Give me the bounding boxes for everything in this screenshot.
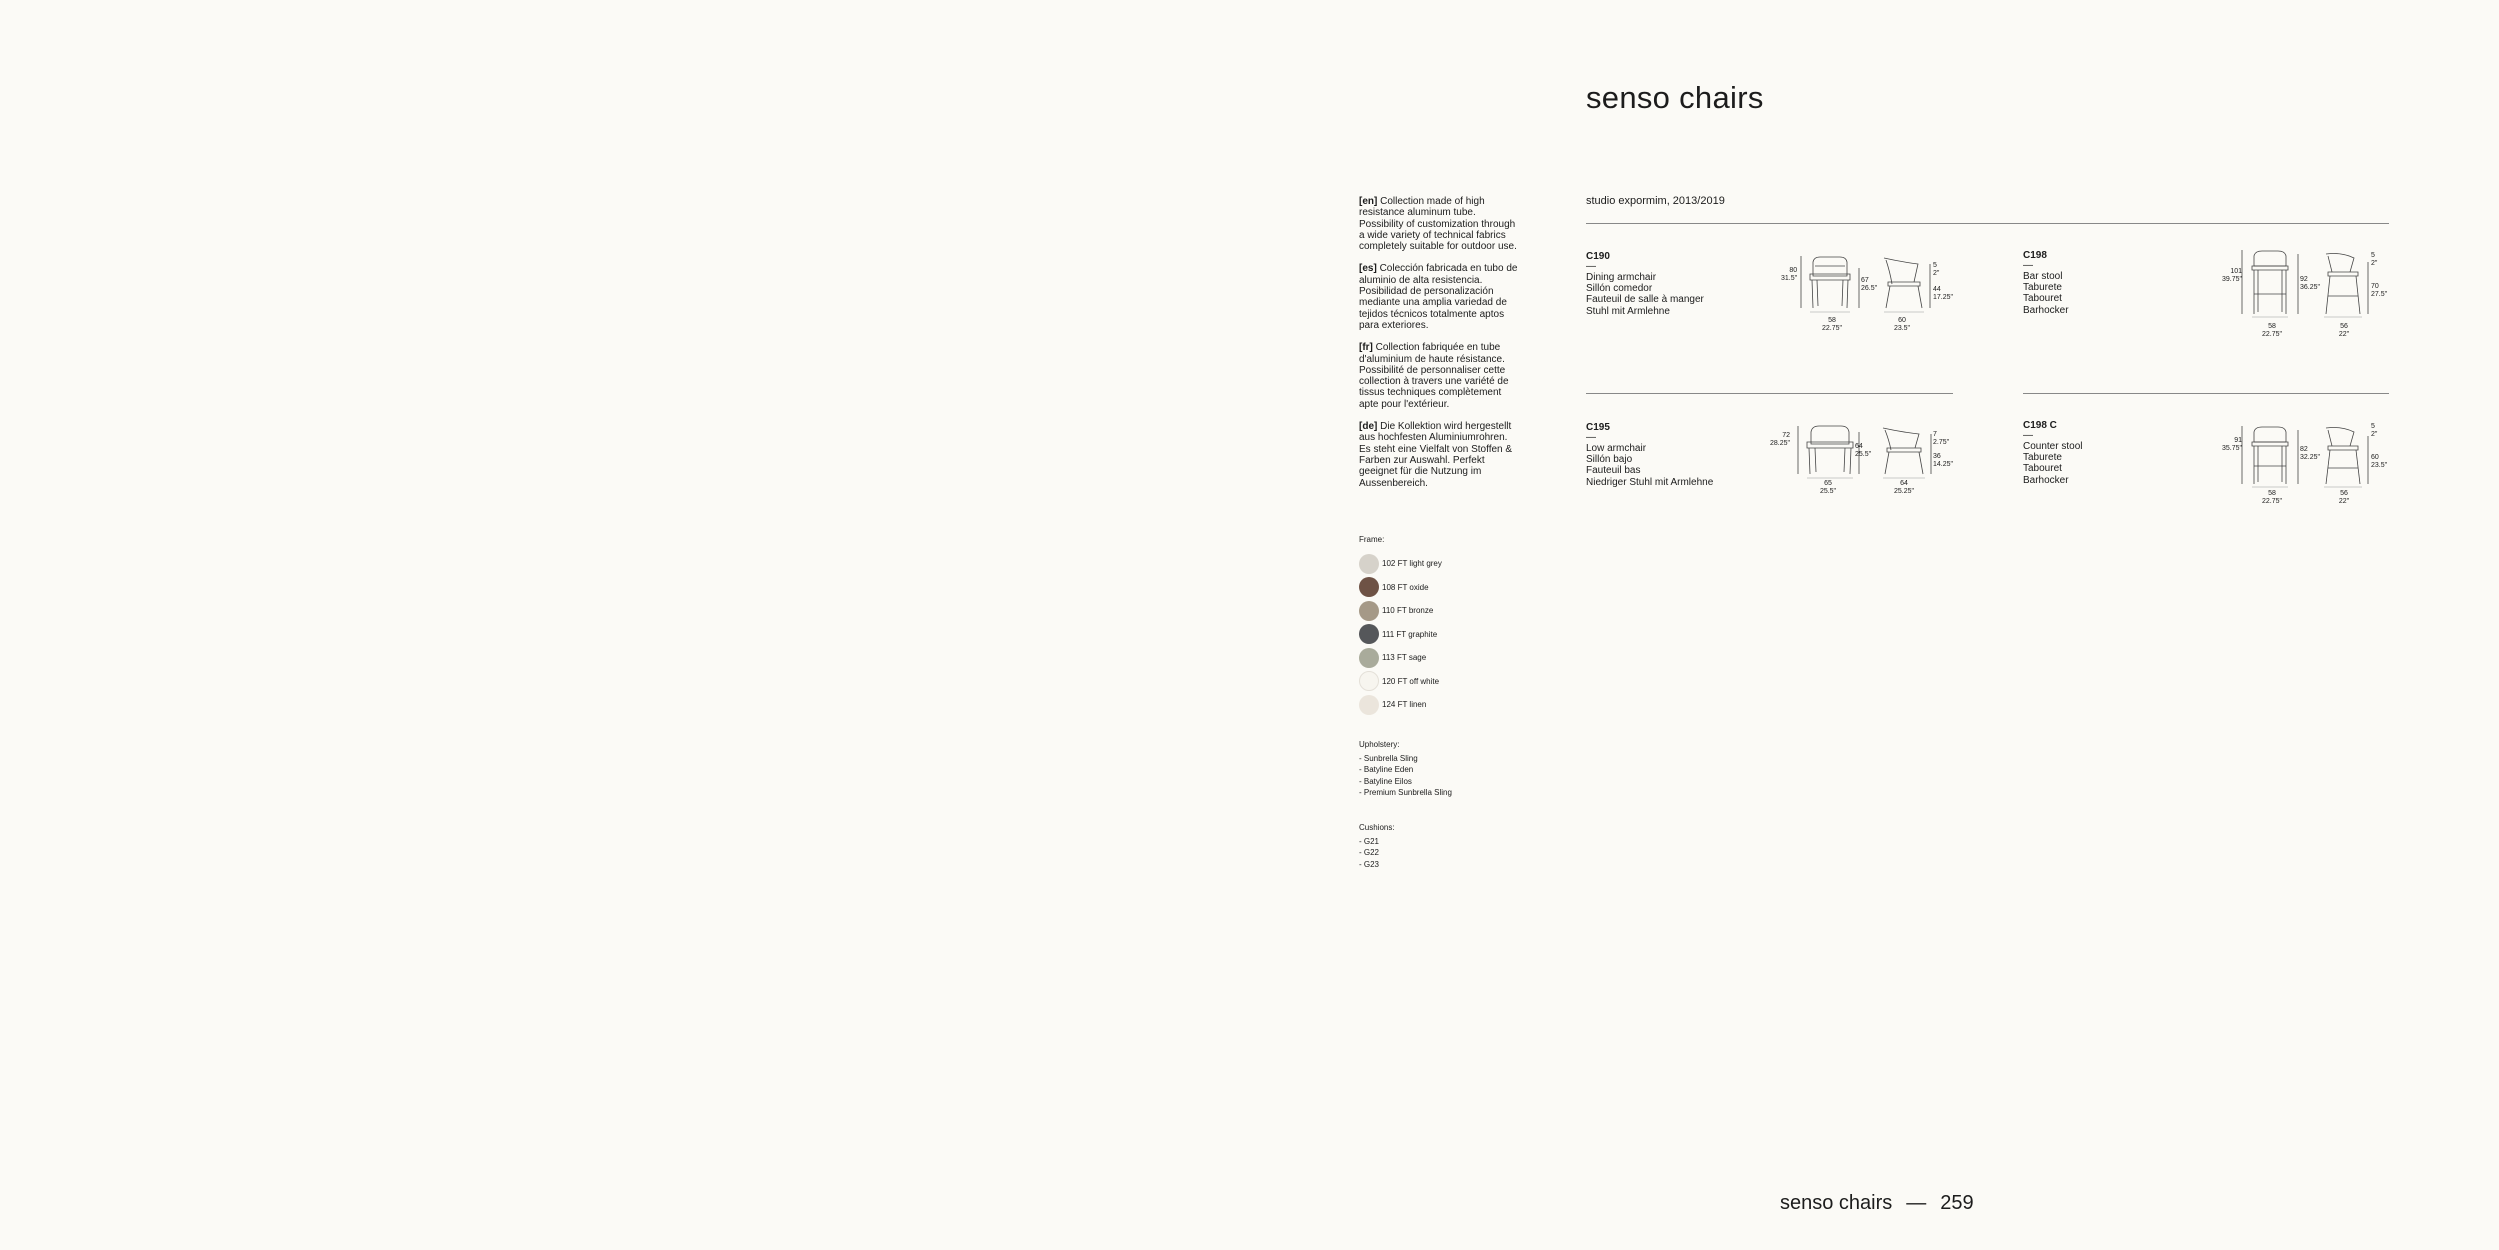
swatch-label: 108 FT oxide [1382,582,1429,592]
product-c198 [2023,250,2069,316]
color-swatch [1359,554,1379,574]
color-swatch [1359,695,1379,715]
swatch-row [1359,670,1442,694]
footer-separator: — [1906,1192,1927,1214]
dimension-label: 5 2" [2371,252,2378,267]
product-name: Sillón comedor [1586,283,1653,295]
product-name: Fauteuil bas [1586,465,1641,477]
swatch-row [1359,552,1442,576]
color-swatch [1359,648,1379,668]
frame-finishes [1359,535,1442,717]
lang-tag: [es] [1359,263,1377,275]
product-name: Sillón bajo [1586,454,1633,466]
description-es [1359,263,1519,331]
lang-tag: [en] [1359,196,1378,207]
dimension-label: 65 25.5" [1819,480,1837,495]
divider [1586,223,2389,224]
upholstery-list [1359,739,1452,799]
swatch-row [1359,623,1442,647]
dimension-label: 58 22.75" [1821,317,1842,332]
dimension-label: 64 25.25" [1893,480,1914,495]
product-dash: — [2023,430,2033,441]
swatch-label: 124 FT linen [1382,700,1427,710]
armchair-side-drawing [1880,252,1934,314]
product-code: C198 [2023,250,2047,261]
product-c190 [1586,251,1704,317]
dimension-label: 58 22.75" [2261,323,2282,338]
footer-title: senso chairs [1780,1192,1893,1214]
divider [2023,393,2389,394]
product-names [1586,443,1713,488]
product-code: C195 [1586,422,1610,433]
list-item: - Batyline Eden [1359,765,1414,774]
product-names [1586,272,1704,317]
product-name: Tabouret [2023,463,2062,475]
dimension-label: 67 26.5" [1861,277,1878,292]
color-swatch [1359,671,1379,691]
lang-tag: [de] [1359,421,1378,433]
swatch-row [1359,576,1442,600]
divider [1586,393,1953,394]
page-number: 259 [1940,1192,1974,1214]
list-item: - Batyline Eilos [1359,776,1412,786]
product-name: Fauteuil de salle à manger [1586,294,1704,306]
dimension-label: 70 27.5" [2371,283,2388,298]
page-footer [1780,1192,1974,1215]
product-c198c [2023,420,2082,486]
dimension-label: 58 22.75" [2261,490,2282,505]
counter-stool-front-drawing [2240,422,2304,488]
dimension-label: 80 31.5" [1781,267,1798,282]
description-fr [1359,342,1519,410]
product-name: Low armchair [1586,443,1647,454]
barstool-front-drawing [2240,248,2304,318]
dimension-label: 60 23.5" [1893,317,1911,332]
barstool-side-drawing [2320,248,2374,318]
cushions-label: Cushions: [1359,823,1395,832]
upholstery-label: Upholstery: [1359,740,1400,749]
product-names [2023,441,2082,486]
dimension-label: 44 17.25" [1933,286,1954,301]
description-text: Colección fabricada en tubo de aluminio de alta resistencia. Posibilidad de personalización mediante una amplia variedad de tejidos técnicos totalmente aptos para exteriores. [1359,263,1518,331]
description-text: Collection made of high resistance aluminum tube. Possibility of customization through a wide variety of technical fabrics completely suitable for outdoor use. [1359,196,1517,253]
dimension-label: 101 39.75" [2222,268,2243,283]
product-name: Counter stool [2023,441,2083,452]
dimension-label: 64 25.5" [1855,443,1872,458]
counter-stool-side-drawing [2320,422,2374,488]
swatch-label: 113 FT sage [1382,653,1427,663]
dimension-label: 92 36.25" [2300,276,2321,291]
product-name: Stuhl mit Armlehne [1586,305,1670,317]
dimension-label: 72 28.25" [1770,432,1791,447]
dimension-label: 36 14.25" [1933,453,1954,468]
color-swatch [1359,624,1379,644]
product-code: C198 C [2023,420,2057,431]
swatch-row [1359,646,1442,670]
color-swatch [1359,601,1379,621]
product-dash: — [1586,432,1596,443]
product-name: Taburete [2023,282,2062,294]
armchair-front-drawing [1800,252,1864,314]
product-c195 [1586,422,1713,488]
dimension-label: 5 2" [1933,262,1940,277]
product-names [2023,271,2069,316]
lang-tag: [fr] [1359,342,1373,354]
description-column [1359,196,1519,500]
dimension-label: 5 2" [2371,423,2378,438]
swatch-row [1359,693,1442,717]
product-name: Bar stool [2023,271,2063,282]
swatch-label: 111 FT graphite [1382,629,1438,639]
product-name: Tabouret [2023,293,2062,305]
swatch-row [1359,599,1442,623]
dimension-label: 56 22" [2338,490,2350,505]
product-name: Barhocker [2023,304,2069,316]
description-text: Collection fabriquée en tube d'aluminium de haute résistance. Possibilité de personnaliser cette collection à travers une variété de tissus techniques complètement apte pour l'extérieur. [1359,342,1509,410]
description-en [1359,196,1519,252]
list-item: - G21 [1359,836,1380,846]
product-dash: — [2023,260,2033,271]
list-item: - G22 [1359,848,1380,857]
description-text: Die Kollektion wird hergestellt aus hochfesten Aluminiumrohren. Es steht eine Vielfalt von Stoffen & Farben zur Auswahl. Perfekt geeignet für die Nutzung im Aussenbereich. [1359,421,1513,489]
low-armchair-side-drawing [1879,422,1935,480]
dimension-label: 60 23.5" [2371,454,2388,469]
dimension-label: 91 35.75" [2222,437,2243,452]
list-item: - Sunbrella Sling [1359,753,1418,763]
product-name: Taburete [2023,452,2062,464]
product-name: Dining armchair [1586,272,1657,283]
studio-credit: studio expormim, 2013/2019 [1586,195,1725,207]
list-item: - G23 [1359,859,1380,869]
product-dash: — [1586,261,1596,272]
dimension-label: 7 2.75" [1933,431,1950,446]
frame-label: Frame: [1359,535,1385,544]
color-swatch [1359,577,1379,597]
dimension-label: 56 22" [2338,323,2350,338]
cushions-list [1359,822,1395,870]
product-code: C190 [1586,251,1610,262]
swatch-label: 120 FT off white [1382,676,1440,686]
swatch-label: 102 FT light grey [1382,559,1442,569]
product-name: Niedriger Stuhl mit Armlehne [1586,476,1714,488]
list-item: - Premium Sunbrella Sling [1359,788,1452,797]
page-title: senso chairs [1586,80,1764,115]
description-de [1359,421,1519,489]
product-name: Barhocker [2023,474,2069,486]
dimension-label: 82 32.25" [2300,446,2321,461]
swatch-label: 110 FT bronze [1382,606,1434,616]
